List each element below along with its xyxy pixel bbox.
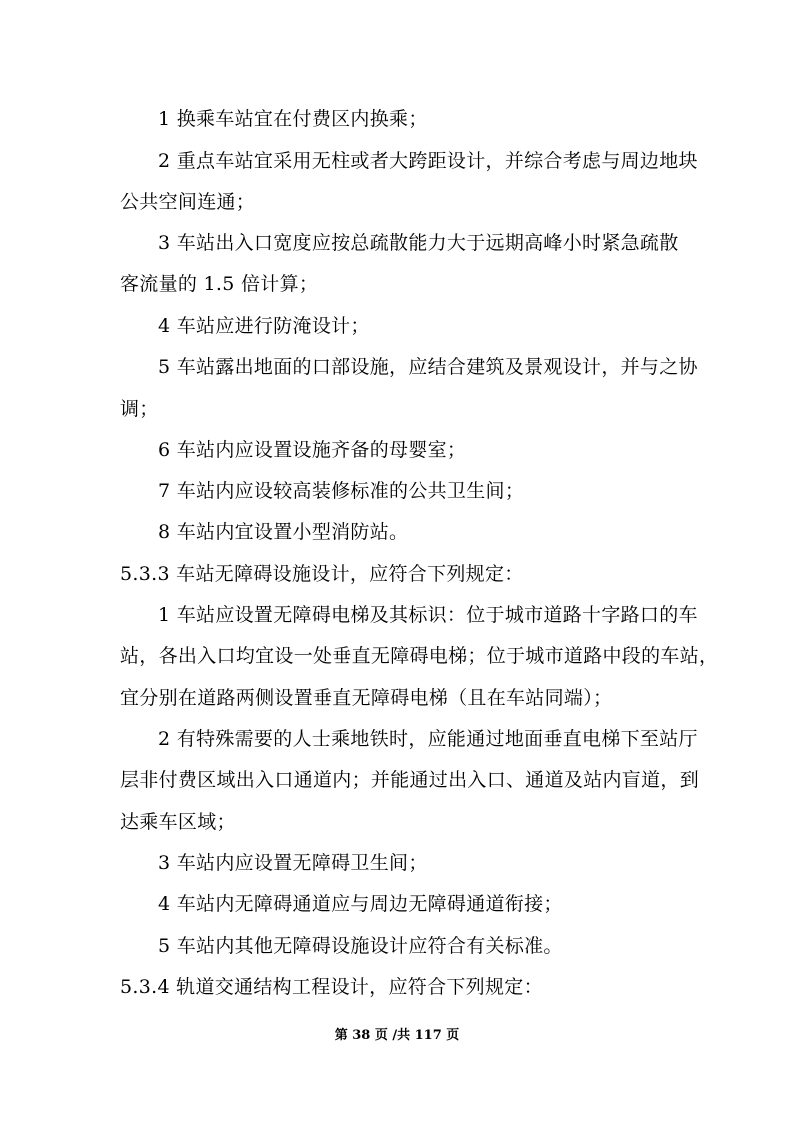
section-5-3-3-heading: 5.3.3 车站无障碍设施设计，应符合下列规定： [120,563,524,585]
barrier-free-item-5: 5 车站内其他无障碍设施设计应符合有关标准。 [158,935,563,957]
barrier-free-item-1-continuation-a: 站，各出入口均宜设一处垂直无障碍电梯；位于城市道路中段的车站， [120,645,719,667]
barrier-free-item-2-continuation-a: 层非付费区域出入口通道内；并能通过出入口、通道及站内盲道，到 [120,769,700,791]
item-5-continuation: 调； [120,398,159,420]
item-1-transfer: 1 换乘车站宜在付费区内换乘； [158,108,428,130]
barrier-free-item-3: 3 车站内应设置无障碍卫生间； [158,852,428,874]
barrier-free-item-1: 1 车站应设置无障碍电梯及其标识：位于城市道路十字路口的车 [158,604,698,626]
barrier-free-item-2: 2 有特殊需要的人士乘地铁时，应能通过地面垂直电梯下至站厅 [158,728,698,750]
item-4-flood: 4 车站应进行防淹设计； [158,315,370,337]
barrier-free-item-1-continuation-b: 宜分别在道路两侧设置垂直无障碍电梯（且在车站同端）； [120,687,613,709]
item-3-continuation: 客流量的 1.5 倍计算； [120,273,319,295]
item-2-key-station: 2 重点车站宜采用无柱或者大跨距设计，并综合考虑与周边地块 [158,150,698,172]
barrier-free-item-2-continuation-b: 达乘车区域； [120,811,236,833]
item-8-fire-station: 8 车站内宜设置小型消防站。 [158,521,409,543]
item-7-restroom: 7 车站内应设较高装修标准的公共卫生间； [158,480,525,502]
section-5-3-4-heading: 5.3.4 轨道交通结构工程设计，应符合下列规定： [120,976,543,998]
item-6-nursing-room: 6 车站内应设置设施齐备的母婴室； [158,439,467,461]
item-3-entrance-width: 3 车站出入口宽度应按总疏散能力大于远期高峰小时紧急疏散 [158,232,679,254]
barrier-free-item-4: 4 车站内无障碍通道应与周边无障碍通道衔接； [158,893,563,915]
item-2-continuation: 公共空间连通； [120,191,256,213]
item-5-exposed-facilities: 5 车站露出地面的口部设施，应结合建筑及景观设计，并与之协 [158,356,698,378]
page-footer: 第 38 页 /共 117 页 [334,1028,460,1043]
